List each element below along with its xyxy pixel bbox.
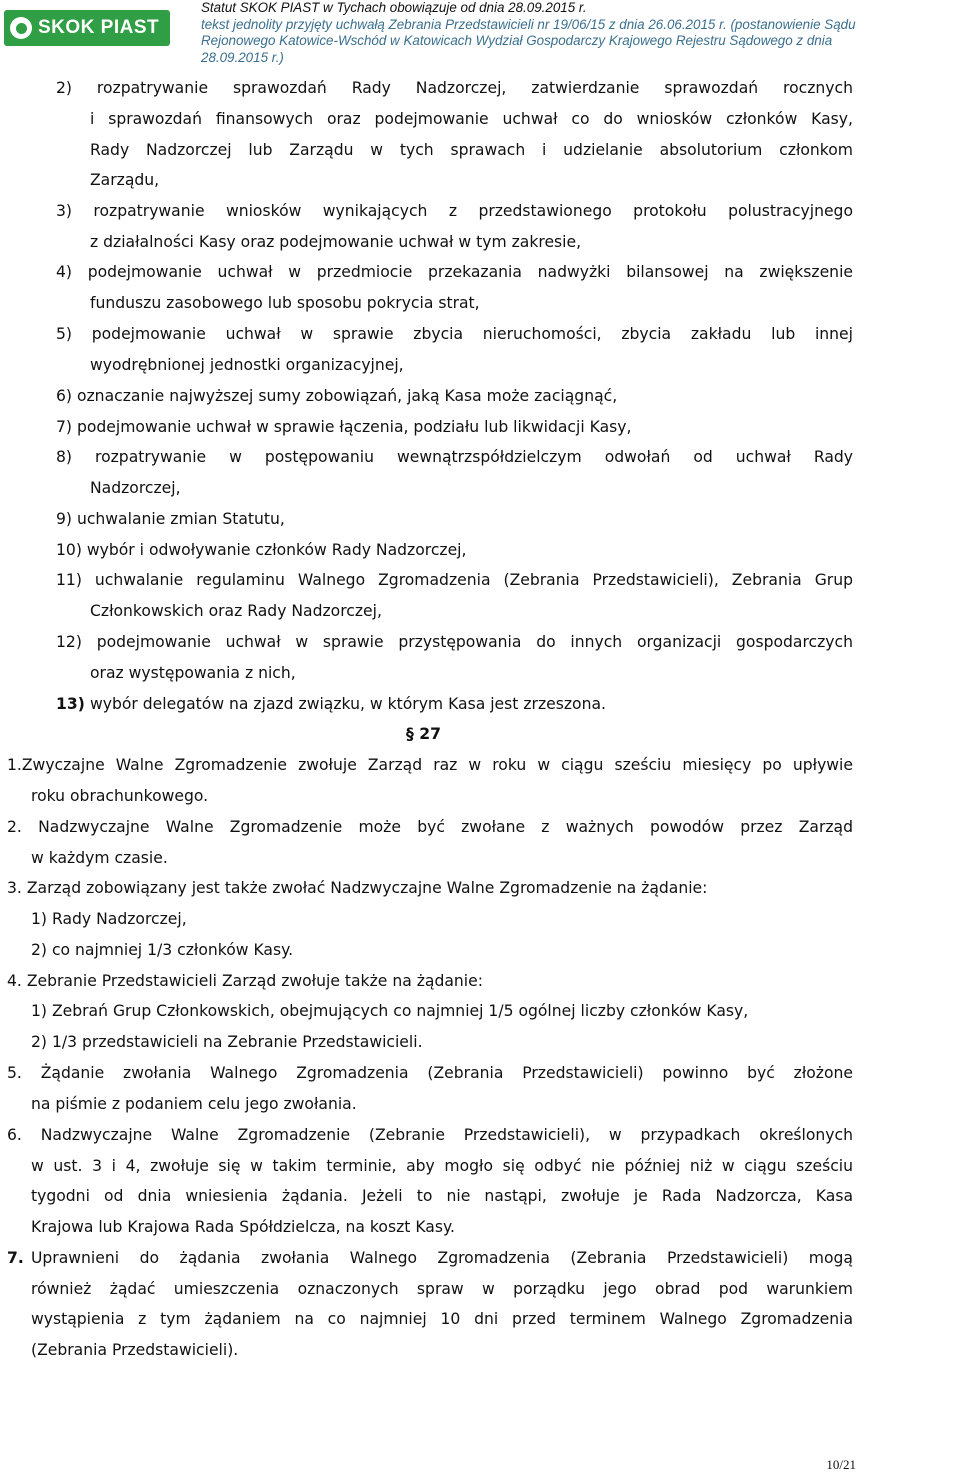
section-heading: § 27	[406, 725, 441, 743]
text-line: w ust. 3 i 4, zwołuje się w takim terminie, aby mogło się odbyć nie później niż w ciągu sześciu	[31, 1157, 853, 1175]
list-number: 7.	[7, 1249, 24, 1267]
skok-piast-logo	[4, 10, 170, 46]
header-line: tekst jednolity przyjęty uchwałą Zebrania Przedstawicieli nr 19/06/15 z dnia 26.06.2015 r. (postanowienie Sądu	[201, 16, 856, 32]
text-line: 12) podejmowanie uchwał w sprawie przystępowania do innych organizacji gospodarczych	[56, 633, 853, 651]
text-line: 7) podejmowanie uchwał w sprawie łączenia, podziału lub likwidacji Kasy,	[56, 418, 632, 436]
text-line: wybór delegatów na zjazd związku, w którym Kasa jest zrzeszona.	[90, 695, 606, 713]
text-line: 1.Zwyczajne Walne Zgromadzenie zwołuje Zarząd raz w roku w ciągu sześciu miesięcy po upływie	[7, 756, 853, 774]
text-line: 6) oznaczanie najwyższej sumy zobowiązań, jaką Kasa może zaciągnąć,	[56, 387, 618, 405]
text-line: 2) 1/3 przedstawicieli na Zebranie Przedstawicieli.	[31, 1033, 423, 1051]
text-line: Zarządu,	[90, 171, 160, 189]
text-line: 1) Rady Nadzorczej,	[31, 910, 187, 928]
text-line: oraz występowania z nich,	[90, 664, 296, 682]
text-line: 3. Zarząd zobowiązany jest także zwołać Nadzwyczajne Walne Zgromadzenie na żądanie:	[7, 879, 708, 897]
text-line: 11) uchwalanie regulaminu Walnego Zgromadzenia (Zebrania Przedstawicieli), Zebrania Grup	[56, 571, 853, 589]
logo-text: SKOK PIAST	[38, 17, 160, 38]
text-line: z działalności Kasy oraz podejmowanie uchwał w tym zakresie,	[90, 233, 582, 251]
page-number: 10/21	[826, 1457, 856, 1472]
text-line: 1) Zebrań Grup Członkowskich, obejmujących co najmniej 1/5 ogólnej liczby członków Kasy,	[31, 1002, 749, 1020]
page-header	[0, 0, 960, 65]
header-line: Rejonowego Katowice-Wschód w Katowicach Wydział Gospodarczy Krajowego Rejestru Sądowego z dnia	[201, 33, 833, 49]
text-line: 9) uchwalanie zmian Statutu,	[56, 510, 285, 528]
header-line: 28.09.2015 r.)	[201, 49, 284, 65]
text-line: Rady Nadzorczej lub Zarządu w tych sprawach i udzielanie absolutorium członkom	[90, 141, 853, 159]
list-number: 13)	[56, 695, 85, 713]
text-line: 2. Nadzwyczajne Walne Zgromadzenie może być zwołane z ważnych powodów przez Zarząd	[7, 818, 853, 836]
text-line: wyodrębnionej jednostki organizacyjnej,	[90, 356, 404, 374]
text-line: 8) rozpatrywanie w postępowaniu wewnątrzspółdzielczym odwołań od uchwał Rady	[56, 448, 853, 466]
text-line: funduszu zasobowego lub sposobu pokrycia strat,	[90, 294, 480, 312]
header-line: Statut SKOK PIAST w Tychach obowiązuje od dnia 28.09.2015 r.	[201, 0, 587, 15]
text-line: Krajowa lub Krajowa Rada Spółdzielcza, na koszt Kasy.	[31, 1218, 455, 1236]
text-line: w każdym czasie.	[31, 849, 168, 867]
text-line: Członkowskich oraz Rady Nadzorczej,	[90, 602, 382, 620]
text-line: tygodni od dnia wniesienia żądania. Jeżeli to nie nastąpi, zwołuje je Rada Nadzorcza, Kasa	[31, 1187, 853, 1205]
text-line: 4) podejmowanie uchwał w przedmiocie przekazania nadwyżki bilansowej na zwiększenie	[56, 263, 853, 281]
header-text	[201, 0, 956, 66]
text-line: 10) wybór i odwoływanie członków Rady Nadzorczej,	[56, 541, 467, 559]
text-line: i sprawozdań finansowych oraz podejmowanie uchwał co do wniosków członków Kasy,	[90, 110, 853, 128]
text-line: 2) co najmniej 1/3 członków Kasy.	[31, 941, 294, 959]
text-line: 3) rozpatrywanie wniosków wynikających z przedstawionego protokołu polustracyjnego	[56, 202, 853, 220]
text-line: 2) rozpatrywanie sprawozdań Rady Nadzorczej, zatwierdzanie sprawozdań rocznych	[56, 79, 853, 97]
text-line: wystąpienia z tym żądaniem na co najmniej 10 dni przed terminem Walnego Zgromadzenia	[31, 1310, 853, 1328]
text-line: Nadzorczej,	[90, 479, 181, 497]
text-line: 5. Żądanie zwołania Walnego Zgromadzenia (Zebrania Przedstawicieli) powinno być złożone	[7, 1064, 853, 1082]
text-line: roku obrachunkowego.	[31, 787, 209, 805]
text-line: 5) podejmowanie uchwał w sprawie zbycia nieruchomości, zbycia zakładu lub innej	[56, 325, 853, 343]
text-line: 6. Nadzwyczajne Walne Zgromadzenie (Zebranie Przedstawicieli), w przypadkach określonych	[7, 1126, 853, 1144]
text-line: na piśmie z podaniem celu jego zwołania.	[31, 1095, 357, 1113]
logo-circle-icon	[10, 17, 32, 39]
text-line: również żądać umieszczenia oznaczonych spraw w porządku jego obrad pod warunkiem	[31, 1280, 853, 1298]
text-line: Uprawnieni do żądania zwołania Walnego Zgromadzenia (Zebrania Przedstawicieli) mogą	[31, 1249, 853, 1267]
text-line: (Zebrania Przedstawicieli).	[31, 1341, 239, 1359]
text-line: 4. Zebranie Przedstawicieli Zarząd zwołuje także na żądanie:	[7, 972, 483, 990]
